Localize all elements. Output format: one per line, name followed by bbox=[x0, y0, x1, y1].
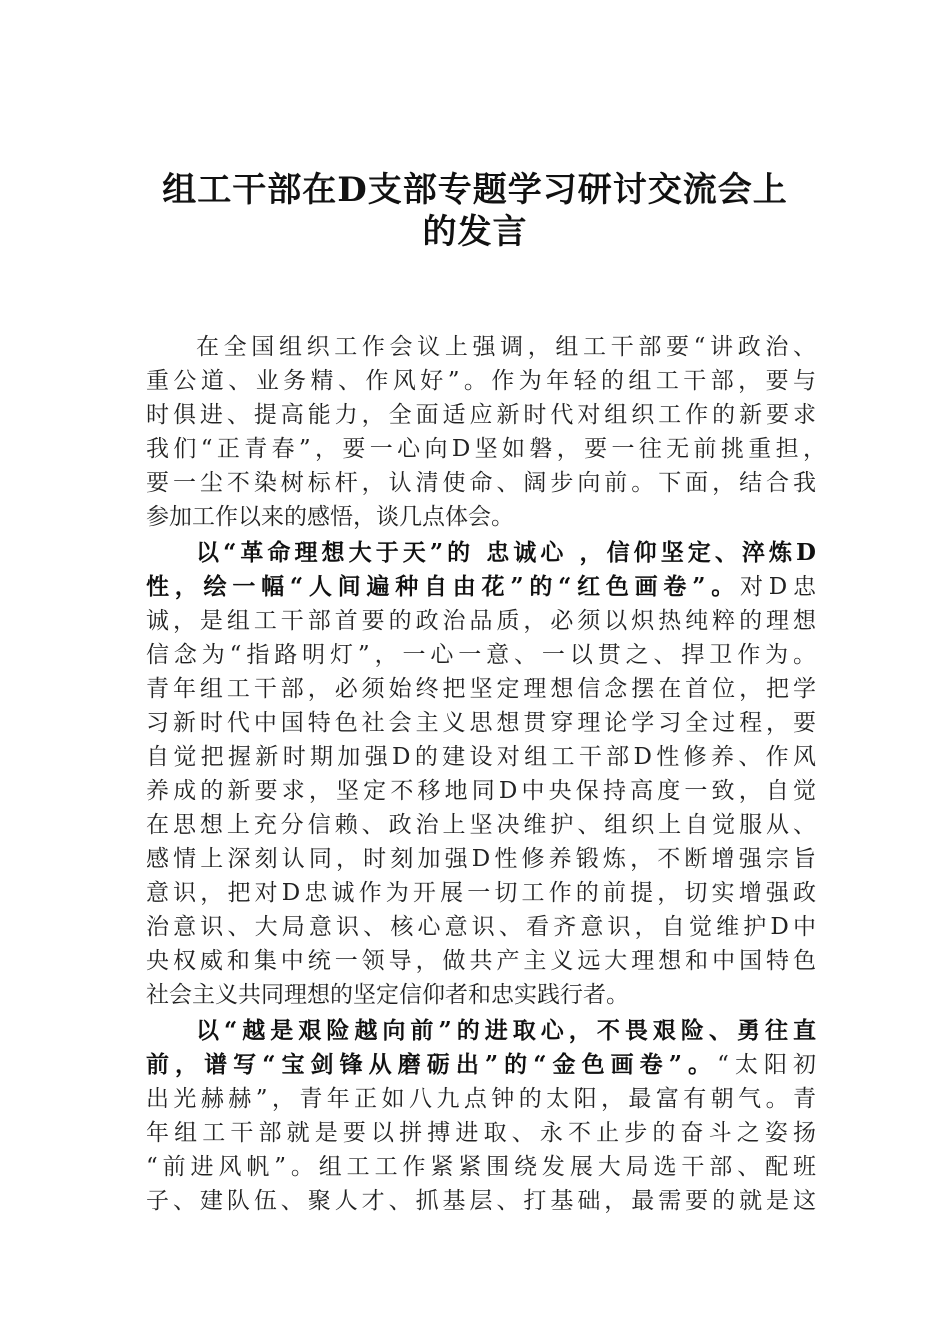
body-line: 青年组工干部，必须始终把坚定理想信念摆在首位，把学 bbox=[146, 676, 816, 702]
body-line: 自觉把握新时期加强D的建设对组工干部D性修养、作风 bbox=[146, 744, 816, 770]
body-line: 习新时代中国特色社会主义思想贯穿理论学习全过程，要 bbox=[146, 710, 816, 736]
body-line: 子、建队伍、聚人才、抓基层、打基础，最需要的就是这 bbox=[146, 1188, 816, 1214]
document-title-line-1: 组工干部在D支部专题学习研讨交流会上 bbox=[162, 170, 788, 210]
section-heading-line: 以“革命理想大于天”的 忠诚心 ，信仰坚定、淬炼D bbox=[196, 539, 816, 566]
body-line: 诚，是组工干部首要的政治品质，必须以炽热纯粹的理想 bbox=[146, 608, 816, 634]
body-line: 感情上深刻认同，时刻加强D性修养锻炼，不断增强宗旨 bbox=[146, 846, 816, 872]
section-heading-line: 以“越是艰险越向前”的进取心，不畏艰险、勇往直 bbox=[196, 1017, 816, 1044]
body-line: 意识，把对D忠诚作为开展一切工作的前提，切实增强政 bbox=[146, 880, 816, 906]
body-line: 参加工作以来的感悟，谈几点体会。 bbox=[146, 504, 514, 530]
section-heading-line: 性，绘一幅“人间遍种自由花”的“红色画卷”。对D忠 bbox=[146, 573, 816, 600]
body-line: 出光赫赫”，青年正如八九点钟的太阳，最富有朝气。青 bbox=[146, 1086, 816, 1112]
body-line: 社会主义共同理想的坚定信仰者和忠实践行者。 bbox=[146, 982, 629, 1008]
body-line: 央权威和集中统一领导，做共产主义远大理想和中国特色 bbox=[146, 948, 816, 974]
body-line: 我们“正青春”，要一心向D坚如磐，要一往无前挑重担， bbox=[146, 436, 826, 462]
body-line: 在全国组织工作会议上强调，组工干部要“讲政治、 bbox=[196, 334, 816, 360]
body-line: 年组工干部就是要以拼搏进取、永不止步的奋斗之姿扬 bbox=[146, 1120, 816, 1146]
section-heading-line: 前，谱写“宝剑锋从磨砺出”的“金色画卷”。“太阳初 bbox=[146, 1051, 817, 1078]
body-line: 时俱进、提高能力，全面适应新时代对组织工作的新要求 bbox=[146, 402, 816, 428]
body-line: “前进风帆”。组工工作紧紧围绕发展大局选干部、配班 bbox=[146, 1154, 816, 1180]
document-title-line-2: 的发言 bbox=[422, 212, 528, 252]
body-line: 养成的新要求，坚定不移地同D中央保持高度一致，自觉 bbox=[146, 778, 816, 804]
body-line: 信念为“指路明灯”，一心一意、一以贯之、捍卫作为。 bbox=[146, 642, 816, 668]
body-line: 要一尘不染树标杆，认清使命、阔步向前。下面，结合我 bbox=[146, 470, 816, 496]
body-line: 在思想上充分信赖、政治上坚决维护、组织上自觉服从、 bbox=[146, 812, 816, 838]
body-line: 重公道、业务精、作风好”。作为年轻的组工干部，要与 bbox=[146, 368, 816, 394]
body-line: 治意识、大局意识、核心意识、看齐意识，自觉维护D中 bbox=[146, 914, 816, 940]
